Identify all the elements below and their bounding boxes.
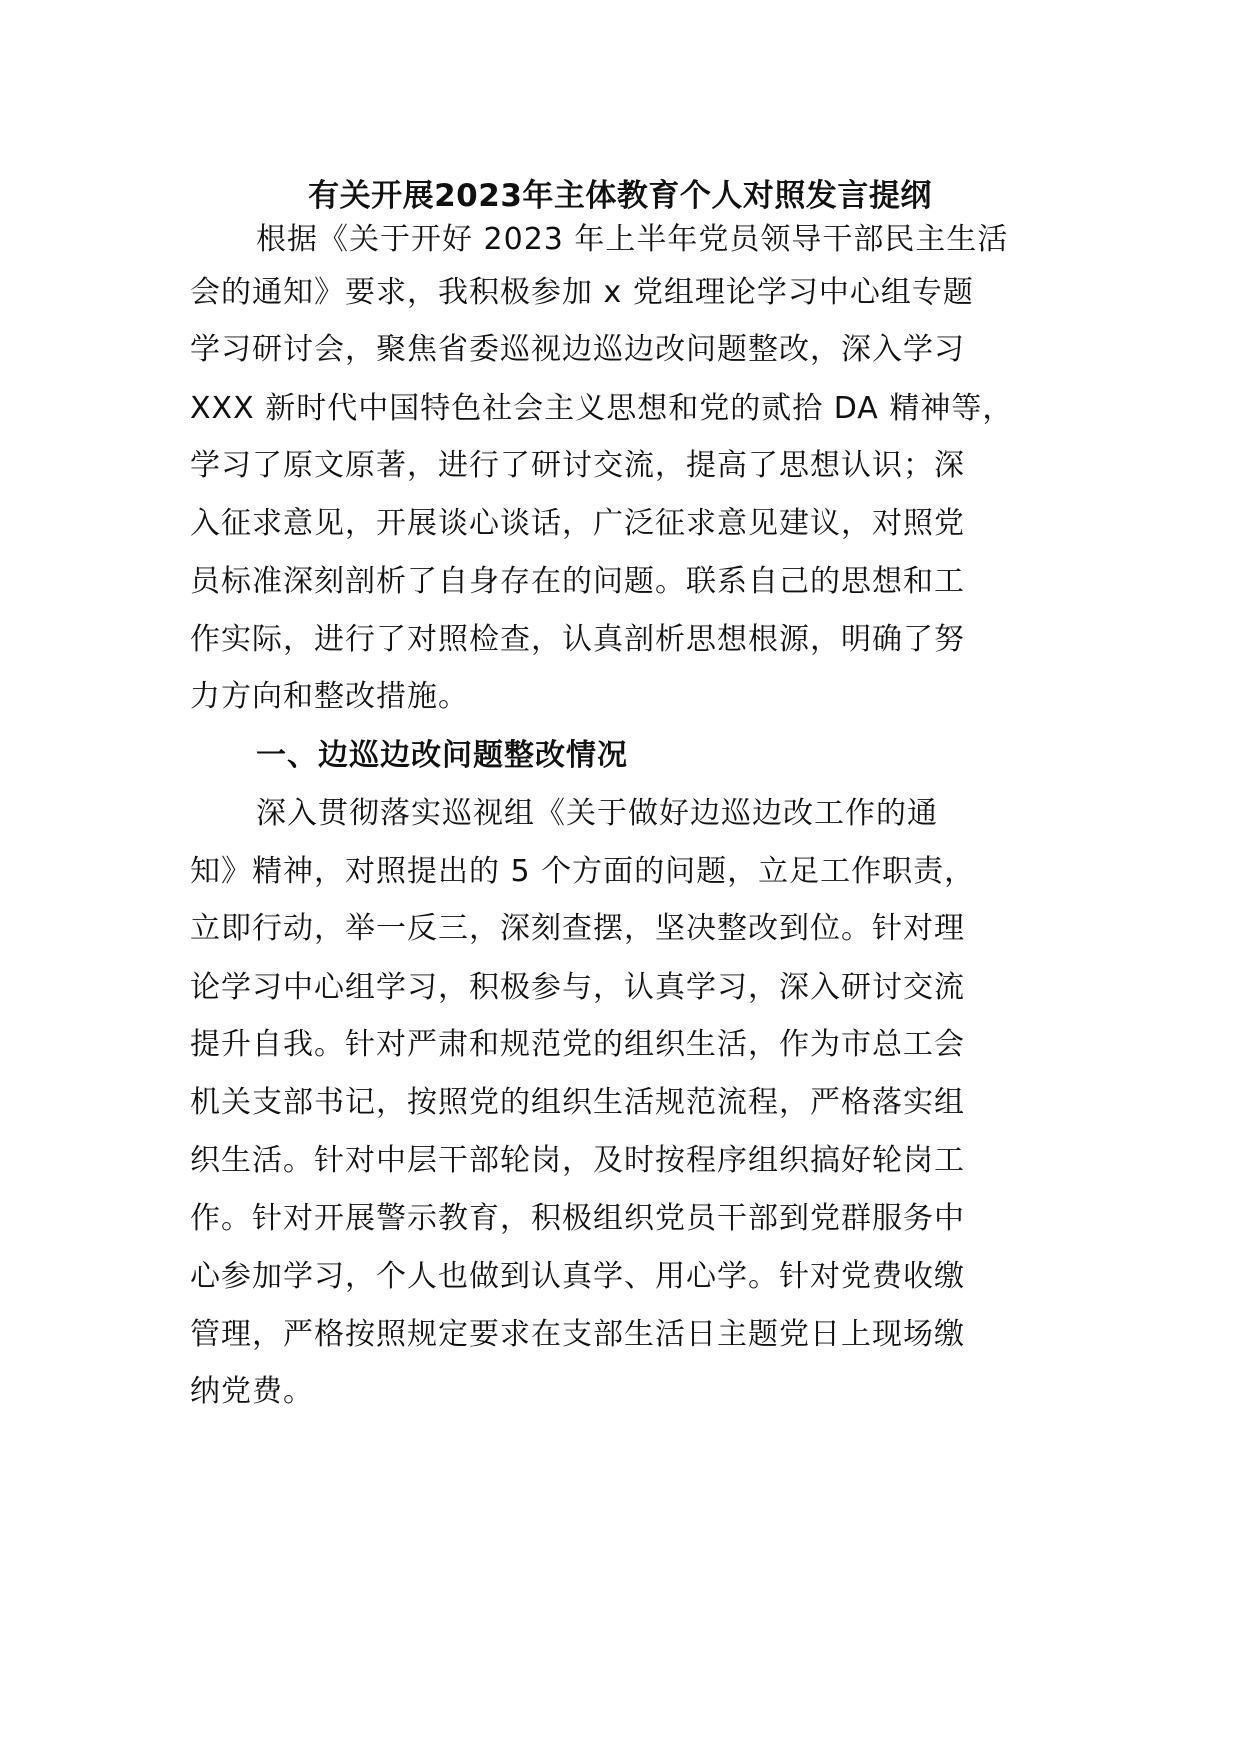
paragraph-1-line-9: 力方向和整改措施。 (190, 679, 469, 714)
paragraph-2-line-8: 作。针对开展警示教育，积极组织党员干部到党群服务中 (190, 1201, 965, 1236)
paragraph-2-line-7: 织生活。针对中层干部轮岗，及时按程序组织搞好轮岗工 (190, 1143, 965, 1178)
paragraph-2-line-6: 机关支部书记，按照党的组织生活规范流程，严格落实组 (190, 1085, 965, 1120)
paragraph-1-line-4: XXX 新时代中国特色社会主义思想和党的贰拾 DA 精神等， (190, 391, 1014, 426)
document-title: 有关开展2023年主体教育个人对照发言提纲 (308, 178, 932, 214)
paragraph-2-line-3: 立即行动，举一反三，深刻查摆，坚决整改到位。针对理 (190, 911, 965, 946)
paragraph-1-line-3: 学习研讨会，聚焦省委巡视边巡边改问题整改，深入学习 (190, 332, 965, 367)
paragraph-2-line-1: 深入贯彻落实巡视组《关于做好边巡边改工作的通 (256, 796, 938, 831)
paragraph-1-line-7: 员标准深刻剖析了自身存在的问题。联系自己的思想和工 (190, 564, 965, 599)
paragraph-2-line-10: 管理，严格按照规定要求在支部生活日主题党日上现场缴 (190, 1317, 965, 1352)
section-heading: 一、边巡边改问题整改情况 (256, 738, 628, 773)
paragraph-2-line-9: 心参加学习，个人也做到认真学、用心学。针对党费收缴 (190, 1259, 965, 1294)
paragraph-2-line-4: 论学习中心组学习，积极参与，认真学习，深入研讨交流 (190, 970, 965, 1005)
paragraph-1-line-5: 学习了原文原著，进行了研讨交流，提高了思想认识；深 (190, 448, 965, 483)
paragraph-2-line-5: 提升自我。针对严肃和规范党的组织生活，作为市总工会 (190, 1027, 965, 1062)
paragraph-1-line-6: 入征求意见，开展谈心谈话，广泛征求意见建议，对照党 (190, 506, 965, 541)
paragraph-1-line-8: 作实际，进行了对照检查，认真剖析思想根源，明确了努 (190, 622, 965, 657)
paragraph-2-line-11: 纳党费。 (190, 1374, 314, 1409)
paragraph-2-line-2: 知》精神，对照提出的 5 个方面的问题，立足工作职责， (190, 854, 976, 889)
paragraph-1-line-2: 会的通知》要求，我积极参加 x 党组理论学习中心组专题 (190, 275, 974, 310)
paragraph-1-line-1: 根据《关于开好 2023 年上半年党员领导干部民主生活 (256, 222, 1009, 257)
